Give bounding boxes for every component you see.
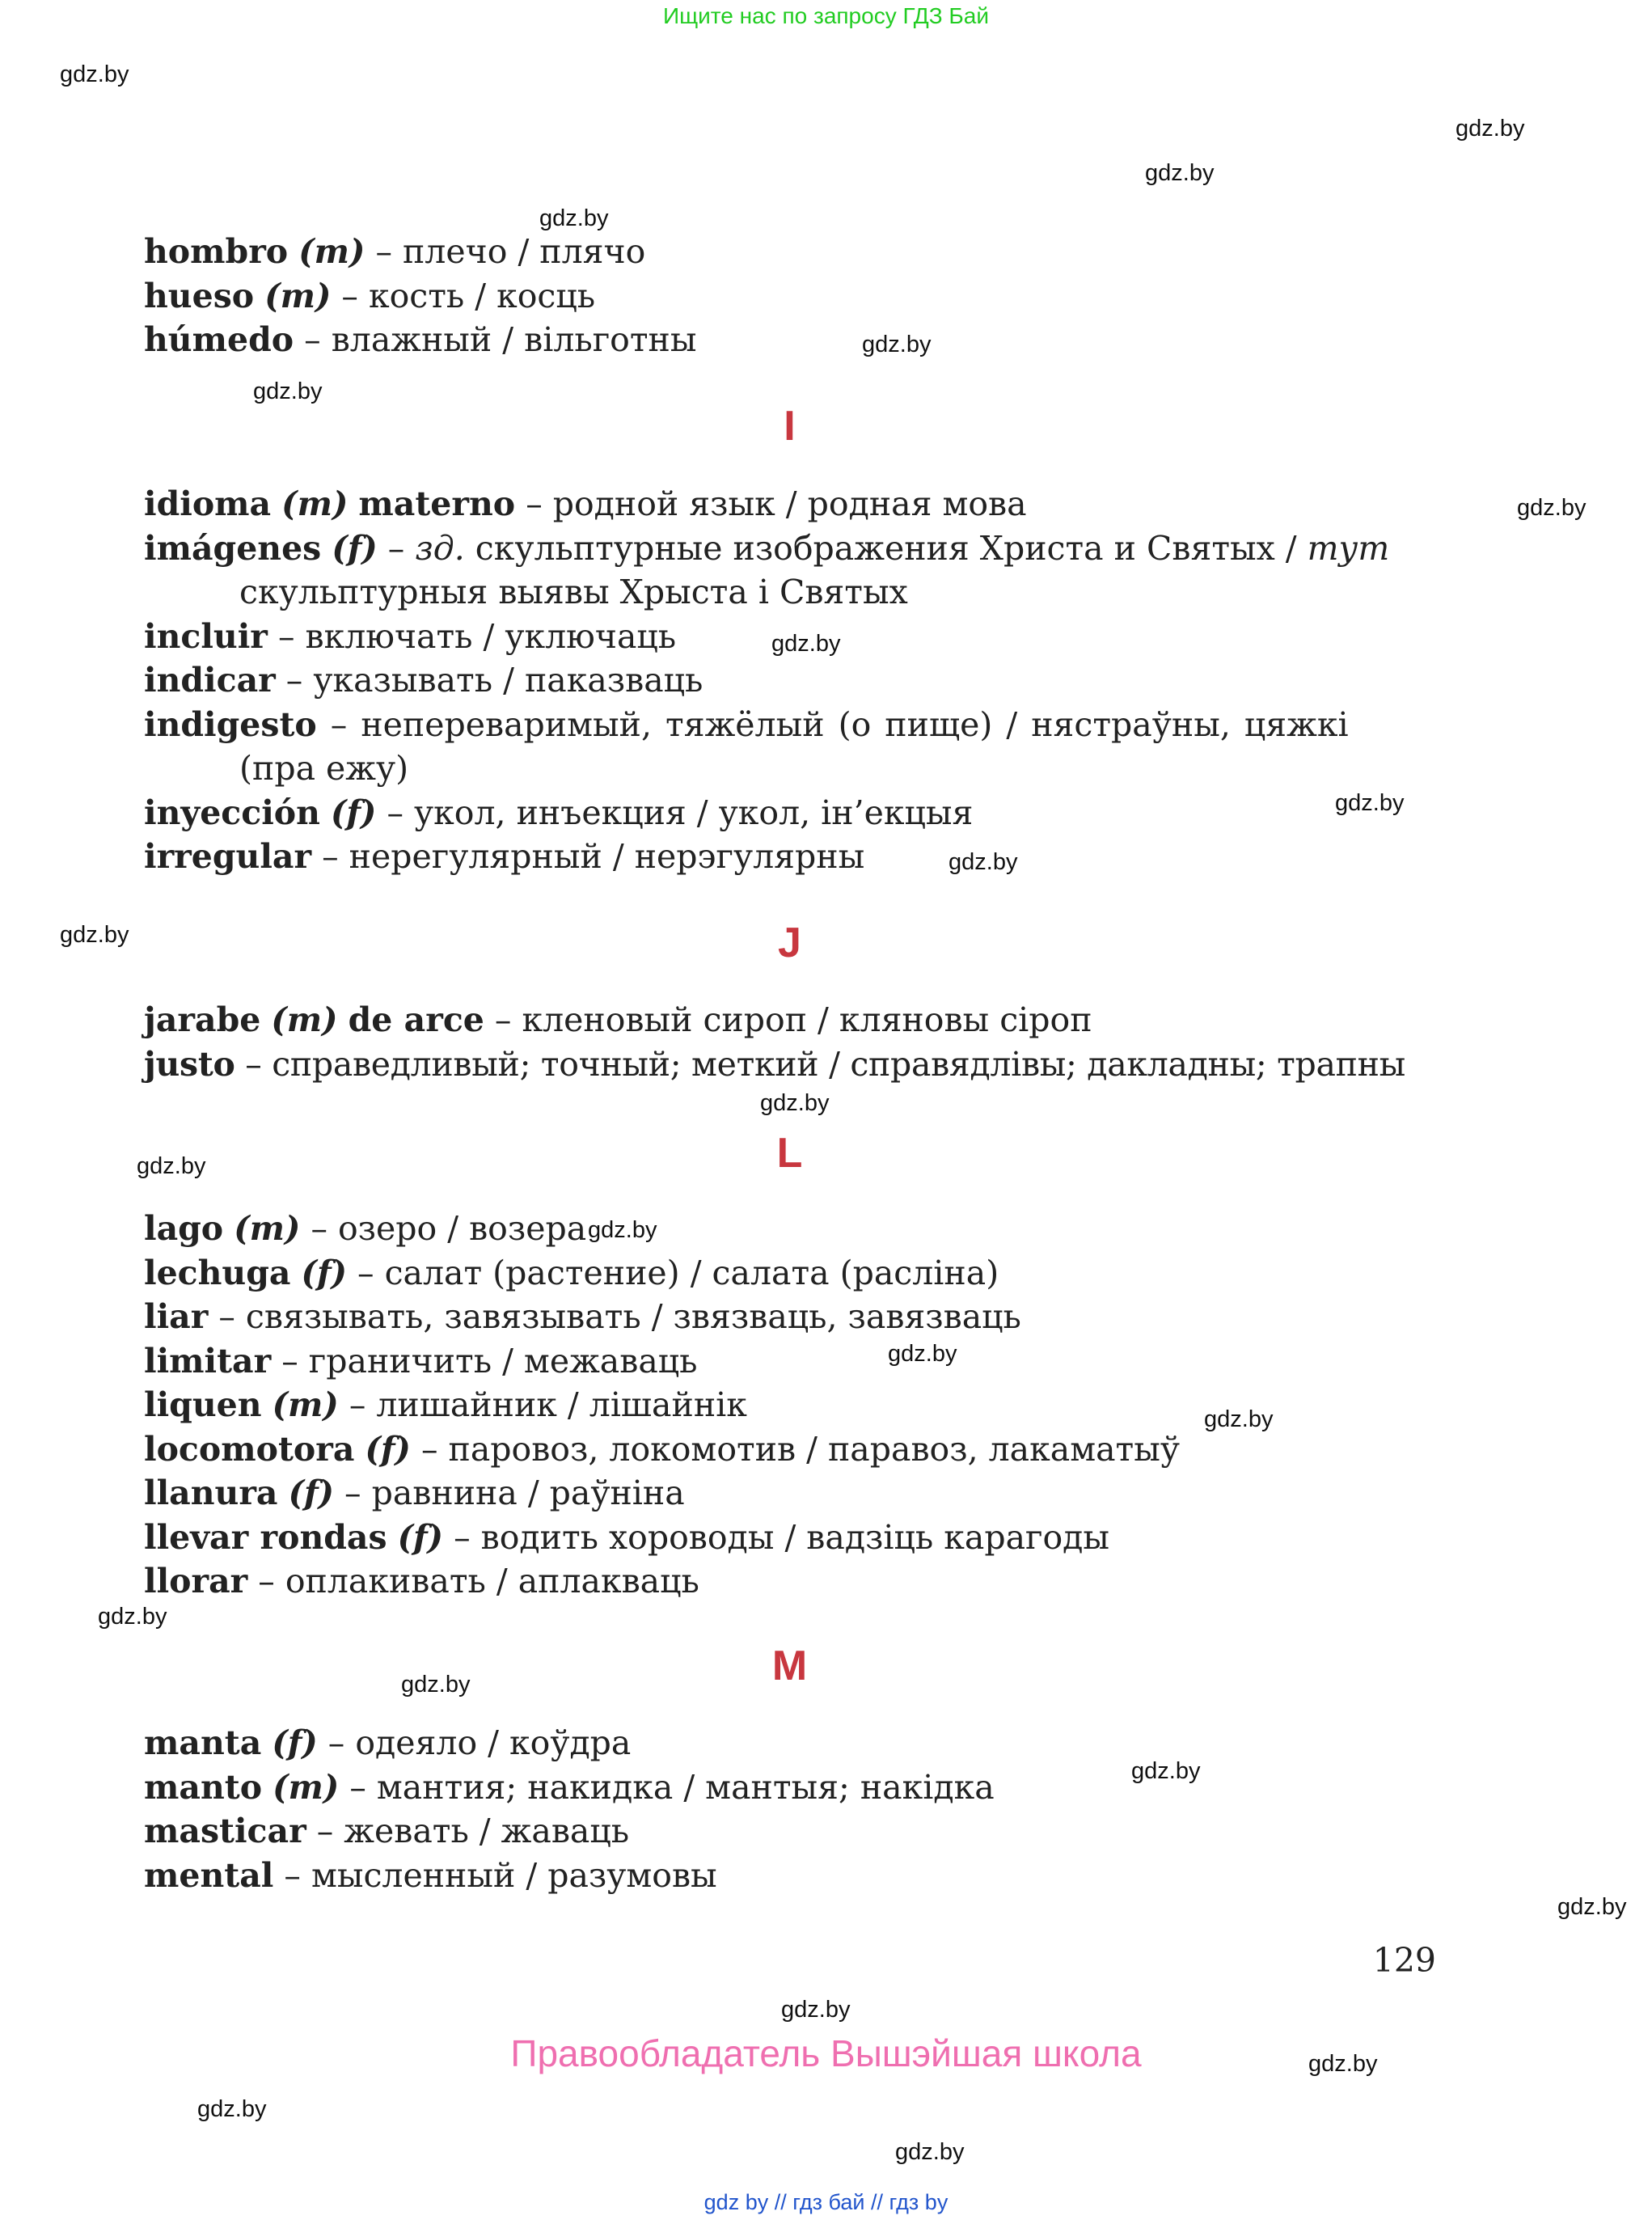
dictionary-entry: húmedo – влажный / вільготны: [144, 320, 697, 359]
section-i-entries: [144, 482, 1436, 879]
watermark: gdz.by: [760, 1090, 830, 1116]
dictionary-entry: lago (m) – озеро / возера: [144, 1209, 587, 1248]
top-banner: Ищите нас по запросу ГДЗ Бай: [662, 3, 990, 28]
footer-separator: //: [871, 2190, 884, 2214]
watermark: gdz.by: [781, 1997, 851, 2023]
section-letter-j: J: [778, 920, 801, 966]
watermark: gdz.by: [771, 631, 841, 657]
watermark: gdz.by: [60, 61, 129, 87]
dictionary-entry: indicar – указывать / паказваць: [144, 661, 703, 700]
dictionary-entry: manto (m) – мантия; накидка / мантыя; накідка: [144, 1767, 995, 1807]
watermark: gdz.by: [1145, 160, 1215, 186]
section-l-entries: [144, 1207, 1436, 1604]
section-m-entries: [144, 1721, 1436, 1897]
watermark: gdz.by: [895, 2139, 965, 2165]
watermark: gdz.by: [1131, 1758, 1201, 1784]
dictionary-entry: justo – справедливый; точный; меткий / справядлівы; дакладны; трапны: [144, 1044, 1406, 1084]
dictionary-entry: mental – мысленный / разумовы: [144, 1855, 717, 1895]
dictionary-entry: limitar – граничить / межаваць: [144, 1341, 698, 1380]
footer-link-gdz-by-cyr[interactable]: гдз by: [889, 2190, 949, 2214]
watermark: gdz.by: [949, 849, 1018, 875]
dictionary-entry: locomotora (f) – паровоз, локомотив / паравоз, лакаматыў: [144, 1429, 1180, 1469]
section-h-entries: [144, 230, 1436, 362]
watermark: gdz.by: [401, 1672, 471, 1698]
watermark: gdz.by: [253, 378, 323, 404]
dictionary-entry: llanura (f) – равнина / раўніна: [144, 1474, 685, 1512]
watermark: gdz.by: [1308, 2051, 1378, 2077]
copyright-notice: Правообладатель Вышэйшая школа: [510, 2032, 1142, 2074]
footer-link-gdz-bai[interactable]: гдз бай: [792, 2190, 865, 2214]
dictionary-entry: jarabe (m) de arce – кленовый сироп / кляновы сіроп: [144, 1000, 1092, 1039]
watermark: gdz.by: [862, 332, 932, 357]
dictionary-entry: liquen (m) – лишайник / лішайнік: [144, 1385, 747, 1424]
dictionary-entry-continuation: скульптурныя выявы Хрыста і Святых: [239, 573, 908, 611]
dictionary-entry: hueso (m) – кость / косць: [144, 276, 596, 315]
watermark: gdz.by: [1335, 790, 1405, 816]
section-letter-i: I: [784, 403, 796, 450]
watermark: gdz.by: [60, 922, 129, 948]
dictionary-entry: llevar rondas (f) – водить хороводы / вадзіць карагоды: [144, 1517, 1110, 1557]
dictionary-entry: liar – связывать, завязывать / звязваць, завязваць: [144, 1297, 1021, 1336]
section-j-entries: [144, 998, 1436, 1086]
section-letter-m: M: [771, 1643, 808, 1689]
watermark: gdz.by: [539, 205, 609, 231]
dictionary-entry: hombro (m) – плечо / плячо: [144, 232, 646, 271]
dictionary-entry: lechuga (f) – салат (растение) / салата (расліна): [144, 1253, 999, 1292]
page-number: 129: [1372, 1941, 1436, 1980]
dictionary-entry: idioma (m) materno – родной язык / родная мова: [144, 484, 1027, 523]
dictionary-entry-continuation: (пра ежу): [239, 749, 409, 788]
footer-separator: //: [774, 2190, 787, 2214]
watermark: gdz.by: [1456, 116, 1525, 142]
watermark: gdz.by: [1204, 1406, 1274, 1432]
watermark: gdz.by: [98, 1604, 167, 1630]
dictionary-entry: masticar – жевать / жаваць: [144, 1812, 630, 1850]
dictionary-entry: incluir – включать / уключаць: [144, 616, 677, 656]
dictionary-entry: inyección (f) – укол, инъекция / укол, ін’екцыя: [144, 793, 974, 832]
watermark: gdz.by: [888, 1341, 957, 1367]
dictionary-entry: manta (f) – одеяло / коўдра: [144, 1723, 632, 1762]
dictionary-entry: irregular – нерегулярный / нерэгулярны: [144, 837, 865, 876]
watermark: gdz.by: [1517, 495, 1587, 521]
footer-link-gdz-by[interactable]: gdz by: [703, 2190, 769, 2214]
watermark: gdz.by: [588, 1217, 657, 1243]
watermark: gdz.by: [197, 2096, 267, 2122]
section-letter-l: L: [776, 1130, 803, 1177]
dictionary-entry: llorar – оплакивать / аплакваць: [144, 1562, 699, 1600]
watermark: gdz.by: [1557, 1894, 1627, 1920]
dictionary-entry: indigesto – непереваримый, тяжёлый (о пище) / нястраўны, цяжкі: [144, 704, 1349, 744]
dictionary-entry: imágenes (f) – зд. скульптурные изображения Христа и Святых / тут: [144, 528, 1390, 568]
footer-links: [0, 2190, 1652, 2215]
watermark: gdz.by: [137, 1153, 206, 1179]
